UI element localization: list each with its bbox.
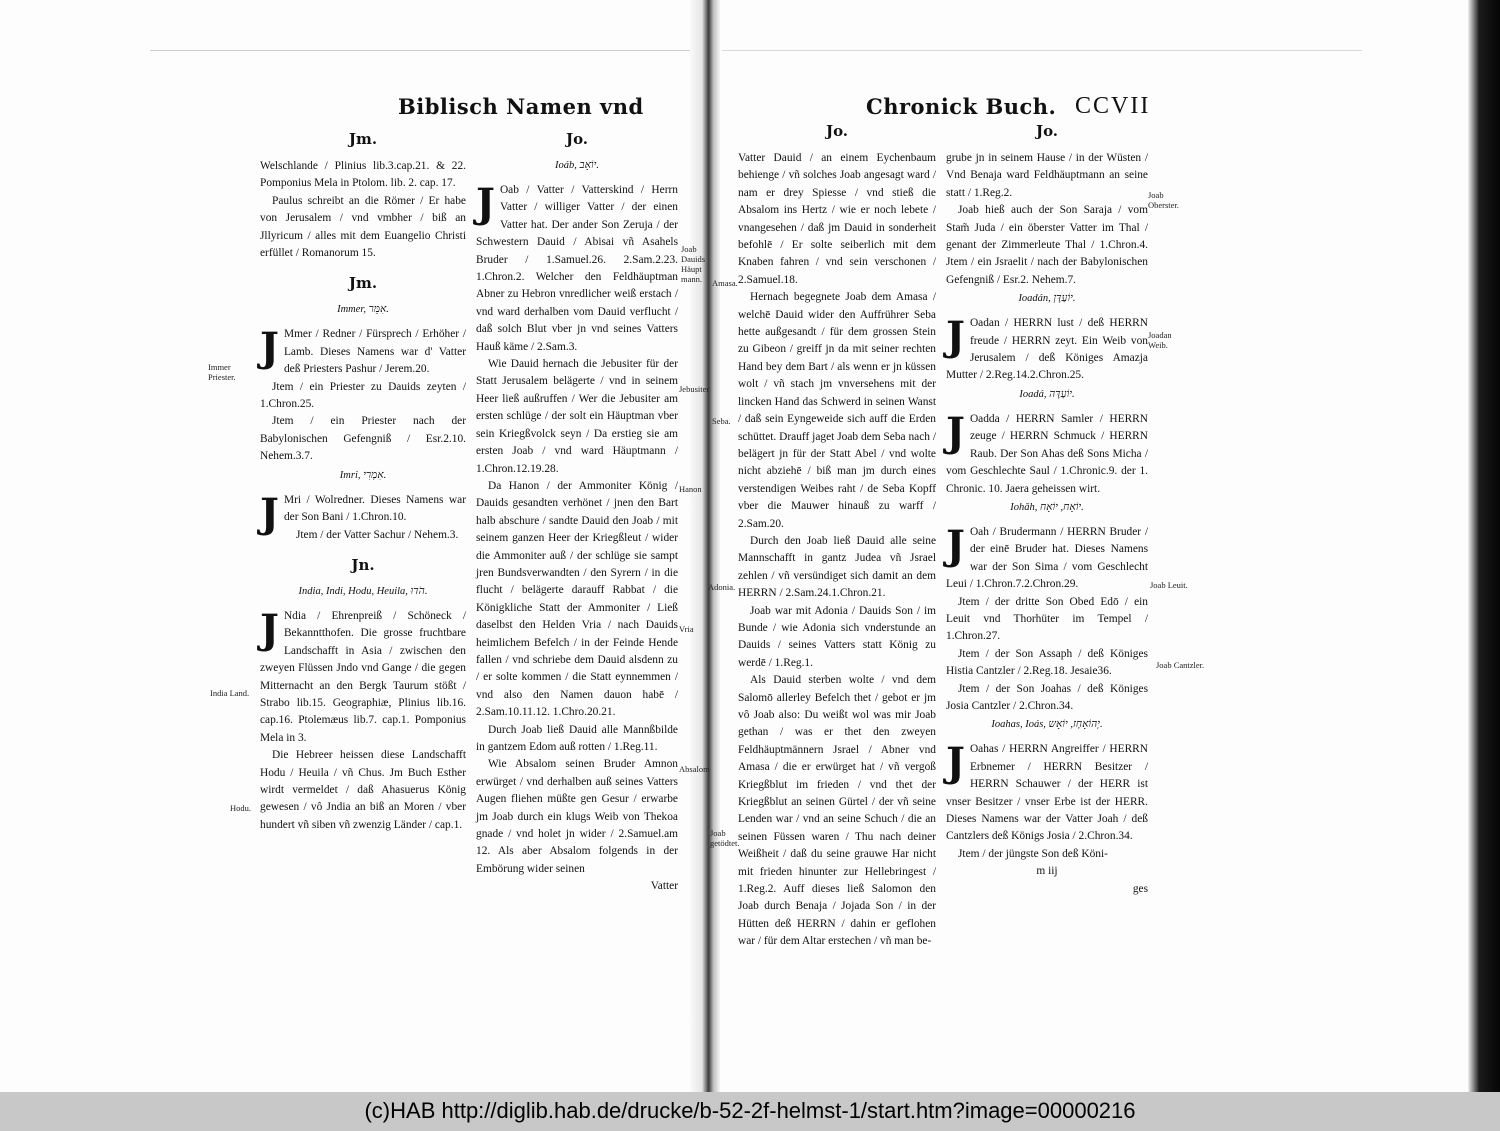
paragraph: Wie Dauid hernach die Jebusiter für der Statt Jerusalem belägerte / vnd in seinem Heer ließ außruffen / Wer die Jebusiter am ersten schlüge / der solt ein Häuptman vber sein Kriegßvolck seyn / Da erstieg sie am ersten Joab / vnd ward Häuptmann / 1.Chron.12.19.28. [476,358,678,475]
entry-paragraph [260,605,466,747]
paragraph: Durch den Joab ließ Dauid alle seine Mannschafft in gantz Judea vñ Jsrael zehlen / vñ versündiget sich damit an dem HERRN / 2.Sam.24.1.Chron.21. [738,534,936,600]
entry-paragraph [260,326,466,378]
entry-heading: Ioahas, Ioás, יְהוֹאָחָז, יוֹאָש. [991,719,1103,731]
drop-cap: J [946,313,965,361]
entry-paragraph [946,408,1148,498]
margin-note: Seba. [712,416,731,426]
column-3 [738,122,936,951]
entry-paragraph [946,315,1148,385]
paragraph: Jtem / ein Priester zu Dauids zeyten / 1.Chron.25. [260,380,466,411]
paragraph: Da Hanon / der Ammoniter König / Dauids gesandten verhönet / jnen den Bart halb abschure / sandte Dauid den Joab / mit seinem ganzen Heer der Kriegßleut / wider die Ammoniter auß / der schlüge sie sampt jren Bundsverwandten / den Syrern / in die flucht / belägerte darauff Rabbat / die Königkliche Statt der Ammoniter / Ließ daselbst den Helden Vria / nach Dauids heimlichem Befelch / in der Feinde Hende fallen / vnd schriebe dem Dauid alsdenn zu / er solte kommen / die Statt eynnemmen / vnd also den Namen dauon habē / 2.Sam.10.11.12. 1.Chro.20.21. [476,479,678,719]
section-head: Jm. [348,274,378,293]
entry-text: Ndia / Ehrenpreiß / Schöneck / Bekanntthofen. Die grosse fruchtbare Landschafft in Asia / zwischen den zweyen Flüssen Jndo vnd Gange / die gegen Mitternacht an den Bergk Taurum stößt / Strabo lib.15. Geographiæ, Plinius lib.16. cap.16. Ptolemæus lib.7. cap.1. Pomponius Mela in 3. [260,609,466,744]
margin-note: Jebusiter [679,384,710,394]
catchword: ges [1132,882,1148,895]
margin-note: Immer Priester. [208,362,236,382]
paragraph: Jtem / der jüngste Son deß Köni- [958,847,1108,860]
entry-text: Mri / Wolredner. Dieses Namens war der Son Bani / 1.Chron.10. [283,493,466,524]
margin-note: Joab Dauids Häupt mann. [681,244,706,284]
paragraph: Vatter Dauid / an einem Eychenbaum behienge / vñ solches Joab angesagt ward / nam er drey Spiesse / vnd stieß die Absalom ins Hertz / wie er noch lebete / vnangesehen / daß jm Dauid in sonderheit befohlē / Er solte seiberlich mit dem Knaben fahren / vnd sein verschonen / 2.Samuel.18. [738,152,936,286]
entry-paragraph [476,182,678,356]
paragraph: Durch Joab ließ Dauid alle Mannßbilde in gantzem Edom auß rotten / 1.Reg.11. [476,723,678,753]
entry-heading: India, Indi, Hodu, Heuila, הֹדוּ. [298,585,428,597]
paragraph: Jtem / ein Priester nach der Babylonischen Gefengniß / Esr.2.10. Nehem.3.7. [260,415,466,463]
section-head: Jo. [825,122,849,140]
paragraph: Jtem / der Vatter Sachur / Nehem.3. [295,528,459,541]
section-head: Jm. [348,130,378,148]
paragraph: Die Hebreer heissen diese Landschafft Hodu / Heuila / vñ Chus. Jm Buch Esther wirdt vermeldet / daß Ahasuerus König gewesen / vô Jndia an biß an Moren / vber hundert vñ siben vñ zwenzig Länder / cap.1. [260,749,466,831]
footer-url: (c)HAB http://diglib.hab.de/drucke/b-52-2f-helmst-1/start.htm?image=00000216 [364,1098,1136,1123]
drop-cap: J [260,605,279,653]
copyright-footer [0,1092,1500,1131]
margin-note: Joab getödtet. [710,828,740,848]
running-head-left: Biblisch Namen vnd [398,94,644,119]
page-edge-shadow [1468,0,1500,1092]
margin-note: Joab Cantzler. [1156,660,1205,670]
signature-mark: m iij [1036,865,1058,878]
catchword: Vatter [650,880,678,893]
paragraph: Jtem / der dritte Son Obed Edō / ein Leuit vnd Thorhüter im Tempel / 1.Chron.27. [946,595,1148,643]
top-rule-left [150,50,690,51]
margin-note: Hanon [679,484,702,494]
margin-note: Vria [679,624,694,634]
entry-heading: Iohāh, יוֹאָח, יוֹאָח. [1010,501,1084,513]
entry-text: Oadan / HERRN lust / deß HERRN freude / HERRN zeyt. Ein Weib von Jerusalem / deß Königes Amazja Mutter / 2.Reg.14.2.Chron.25. [946,317,1148,382]
folio-number: CCVII [1075,93,1151,119]
section-head: Jo. [1035,122,1059,140]
paragraph: Wie Absalom seinen Bruder Amnon erwürget / vnd derhalben auß seines Vatters Augen fliehen müßte gen Gesur / erwarbe jm Joab durch ein klugs Weib von Thekoa gnade / vnd holet jn wider / 2.Samuel.am 12. Als aber Absalom folgends in der Embörung wider seinen [476,758,678,875]
drop-cap: J [476,180,495,227]
section-head: Jo. [565,130,589,148]
column-2 [476,130,678,896]
entry-paragraph [946,741,1148,845]
entry-heading: Ioáb, יוֹאָב. [555,160,599,171]
book-gutter [690,0,720,1092]
margin-note: Joadan Weib. [1148,330,1172,350]
paragraph: Joab war mit Adonia / Dauids Son / im Bunde / wie Adonia sich vnderstunde an Dauids / seines Vatters statt König zu werdē / 1.Reg.1. [738,604,936,669]
paragraph: grube jn in seinem Hause / in der Wüsten / Vnd Benaja ward Feldhäuptmann an seine statt / 1.Reg.2. [946,152,1148,199]
drop-cap: J [946,739,965,787]
paragraph: Jtem / der Son Joahas / deß Königes Josia Cantzler / 2.Chron.34. [946,682,1148,712]
column-1 [260,130,466,834]
top-rule-right [722,50,1362,51]
entry-heading: Ioadá, יוֹעַדָּה. [1019,388,1075,400]
entry-heading: Immer, אִמֵּר. [337,304,389,316]
paragraph: Paulus schreibt an die Römer / Er habe von Jerusalem / vnd vmbher / biß an Jllyricum / alles mit dem Euangelio Christi erfüllet / Romanorum 15. [260,194,466,260]
margin-note: Adonia. [708,582,736,592]
margin-note: Joab Oberster. [1148,190,1179,210]
section-head: Jn. [351,555,375,574]
margin-note: Joab Leuit. [1150,580,1188,590]
column-4 [946,122,1148,898]
drop-cap: J [946,521,965,569]
margin-note: India Land. [210,688,250,698]
entry-paragraph [946,521,1148,594]
entry-text: Oah / Brudermann / HERRN Bruder / der einē Bruder hat. Dieses Namens war der Son Sima / vom Geschlecht Leui / 1.Chron.7.2.Chron.29. [946,525,1148,591]
drop-cap: J [260,489,279,537]
entry-heading: Imri, אִמְרִי. [339,469,387,481]
paragraph: Jtem / der Son Assaph / deß Königes Histia Cantzler / 2.Reg.18. Jesaie36. [946,647,1148,678]
paragraph: Hernach begegnete Joab dem Amasa / welchē Dauid wider den Auffrührer Seba hette außgesandt / für dem grossen Stein zu Gibeon / greiff jn da mit seiner rechten Hand bey dem Bart / als wenn er jn küssen wolt / vñ stach jm vnversehens mit der lincken Hand das Schwerd in seinen Wanst / daß sein Eyngeweide sich auff die Erden schüttet. Drauff jaget Joab dem Seba nach / belägert jn für der Statt Abel / vnd wolte nicht abziehē / biß man jm durch eines verstendigen Weibes raht / de Seba Kopff vber die Mauwer hinauß zu warff / 2.Sam.20. [738,291,936,530]
entry-text: Oadda / HERRN Samler / HERRN zeuge / HERRN Schmuck / HERRN Raub. Der Son Ahas deß Sons Micha / vom Geschlechte Saul / 1.Chronic.9. der 1. Chronic. 10. Jaera geheissen wirt. [946,412,1148,495]
drop-cap: J [260,324,279,372]
margin-note: Absalom [679,764,710,774]
entry-text: Mmer / Redner / Fürsprech / Erhöher / Lamb. Dieses Namens war d' Vatter deß Priesters Pashur / Jerem.20. [283,328,466,376]
running-head-right: Chronick Buch. [866,94,1057,119]
entry-text: Oahas / HERRN Angreiffer / HERRN Erbnemer / HERRN Besitzer / HERRN Schauwer / der HERR ist vnser Besitzer / vnser Erbe ist der HERR. Dieses Namens war der Vatter Joah / deß Cantzlers deß Königs Josia / 2.Chron.34. [946,743,1148,843]
margin-note: Amasa. [712,278,738,288]
paragraph: Als Dauid sterben wolte / vnd dem Salomō allerley Befelch thet / gebot er jm vô Joab also: Du weißt wol was mir Joab gethan / was er thet den zweyen Feldhäuptmännern Jsrael / Abner vnd Amasa / die er erwürget hat / vñ vergoß Kriegßblut im frieden / vnd thet der Kriegßblut an seinen Gürtel / der vñ seine Lenden war / vnd an seine Schuch / die an seinen Füssen waren / Thu nach deiner Weißheit / daß du seine grauwe Har nicht mit frieden hinunter zur Hellebringest / 1.Reg.2. Auff dieses ließ Salomon den Joab durch Benaja / Jojada Son / in der Hütten deß HERRN / dahin er geflohen war / für dem Altar erstechen / vñ man be- [738,674,936,948]
drop-cap: J [946,408,965,456]
paragraph: Joab hieß auch der Son Saraja / vom Stam̃ Juda / ein öberster Vatter im Thal / genant der Zimmerleute Thal / 1.Chron.4. Jtem / ein Jsraelit / nach der Babylonischen Gefengniß / Esr.2. Nehem.7. [946,204,1148,286]
entry-text: Oab / Vatter / Vatterskind / Herrn Vatter / williger Vatter / der einen Vatter hat. Der ander Son Zeruja / der Schwestern Dauid / Abisai vñ Asahels Bruder / 1.Samuel.26. 2.Sam.2.23. 1.Chron.2. Welcher den Feldhäuptman Abner zu Hebron vnredlicher weiß erstach / vnd ward derhalben vom Dauid verflucht / daß solch Blut vber jn vnd seines Vatters Hauß käme / 2.Sam.3. [476,184,678,353]
paragraph: Welschlande / Plinius lib.3.cap.21. & 22. Pomponius Mela in Ptolom. lib. 2. cap. 17. [260,160,466,190]
entry-heading: Ioadán, יוֹעַדָּן. [1018,293,1076,305]
margin-note: Hodu. [230,803,252,813]
